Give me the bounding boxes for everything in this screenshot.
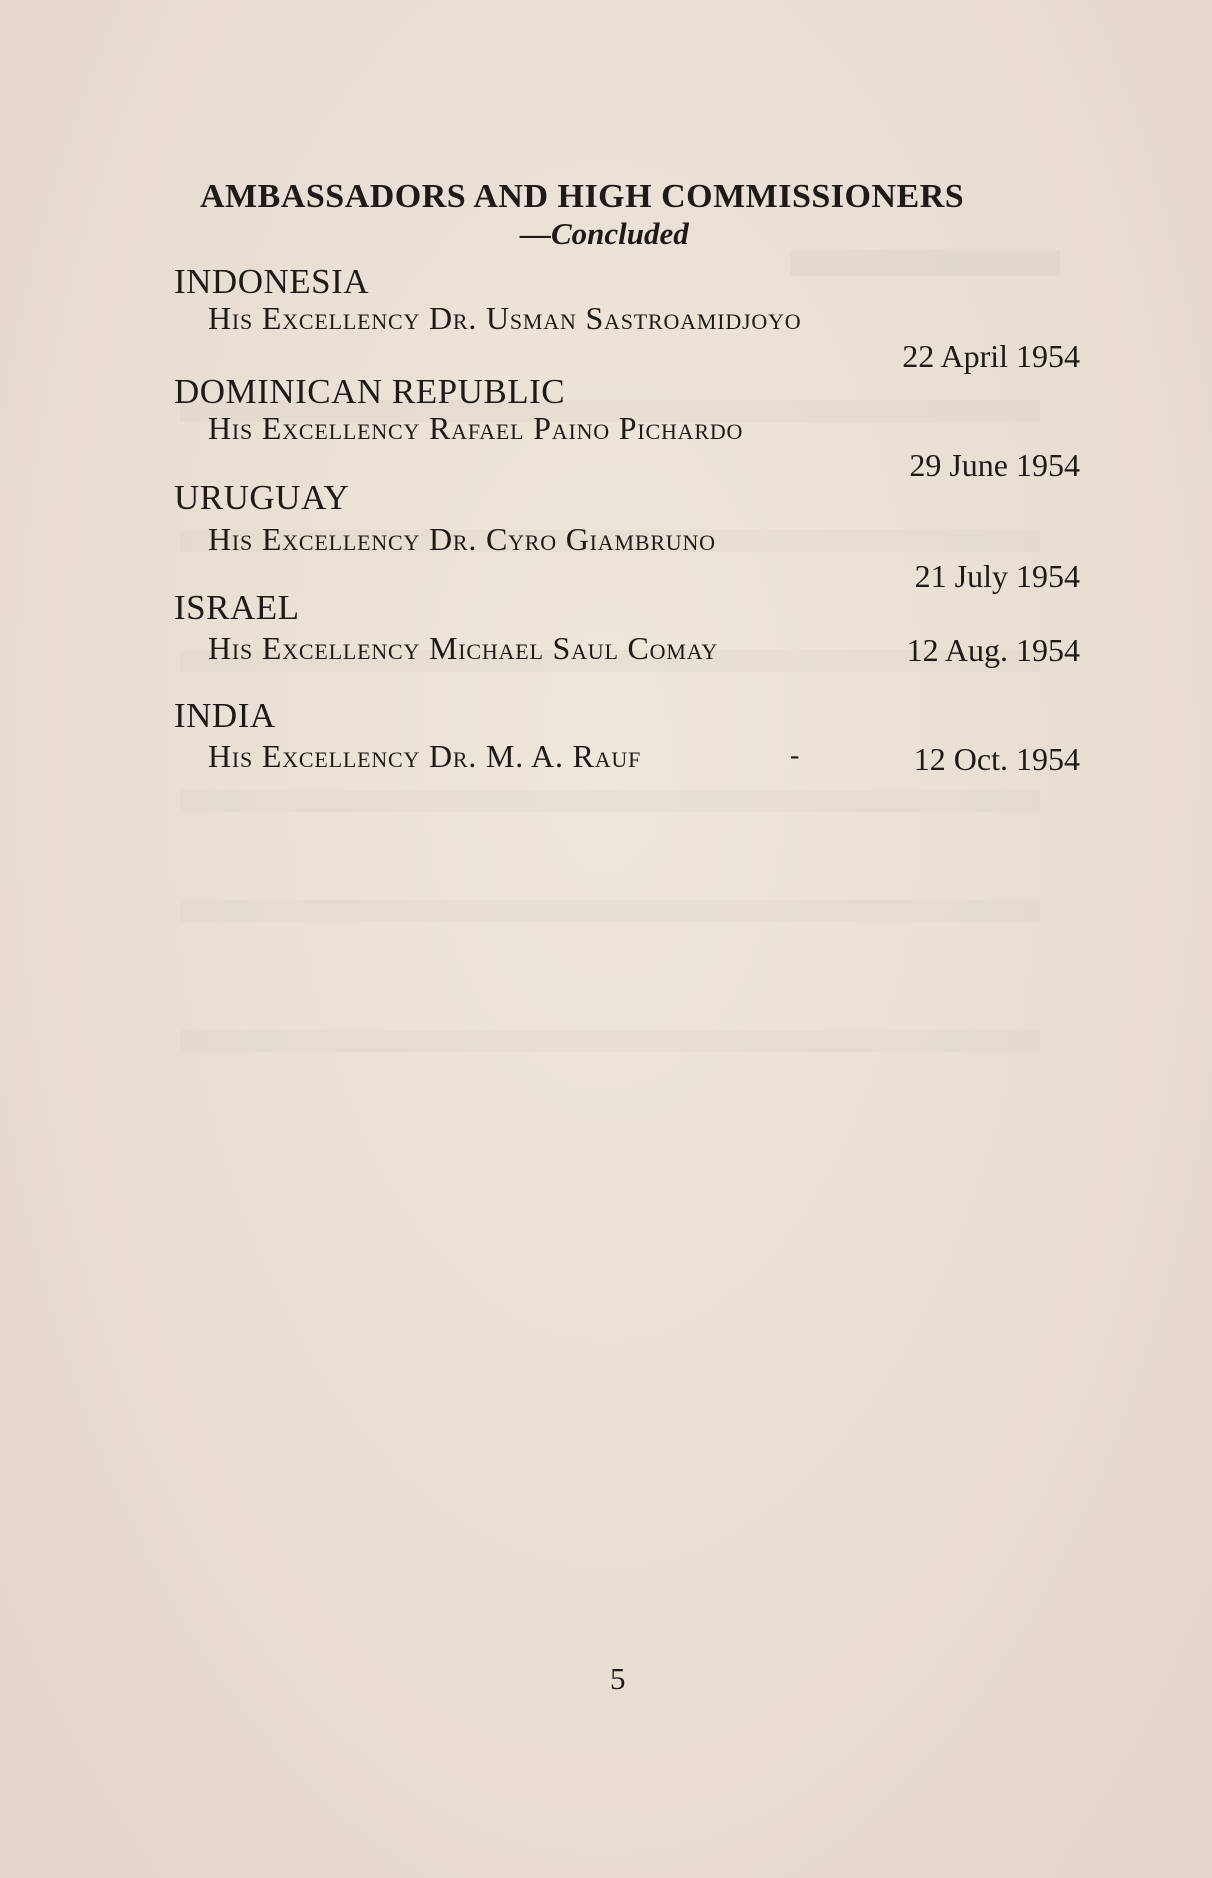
- appointment-date: 21 July 1954: [914, 558, 1080, 594]
- country-name: INDONESIA: [174, 262, 370, 301]
- envoy-name: His Excellency Dr. Usman Sastroamidjoyo: [208, 300, 802, 336]
- appointment-date: 12 Oct. 1954: [913, 741, 1080, 777]
- appointment-date: 29 June 1954: [909, 447, 1080, 483]
- country-name: ISRAEL: [174, 588, 300, 627]
- country-name: INDIA: [174, 696, 276, 735]
- leader-dash: -: [790, 740, 800, 771]
- appointment-date: 22 April 1954: [902, 338, 1080, 374]
- envoy-name: His Excellency Dr. M. A. Rauf: [208, 738, 642, 774]
- country-name: URUGUAY: [174, 478, 350, 517]
- envoy-name: His Excellency Rafael Paino Pichardo: [208, 410, 744, 446]
- show-through-mark: [790, 250, 1060, 276]
- page-number: 5: [610, 1661, 626, 1696]
- appointment-date: 12 Aug. 1954: [906, 632, 1080, 668]
- page-subheading: —Concluded: [520, 216, 689, 251]
- show-through-mark: [180, 790, 1040, 812]
- envoy-name: His Excellency Dr. Cyro Giambruno: [208, 521, 716, 557]
- show-through-mark: [180, 1030, 1040, 1052]
- envoy-name: His Excellency Michael Saul Comay: [208, 630, 719, 666]
- country-name: DOMINICAN REPUBLIC: [174, 372, 566, 411]
- show-through-mark: [180, 900, 1040, 922]
- page-heading: AMBASSADORS AND HIGH COMMISSIONERS: [200, 178, 965, 215]
